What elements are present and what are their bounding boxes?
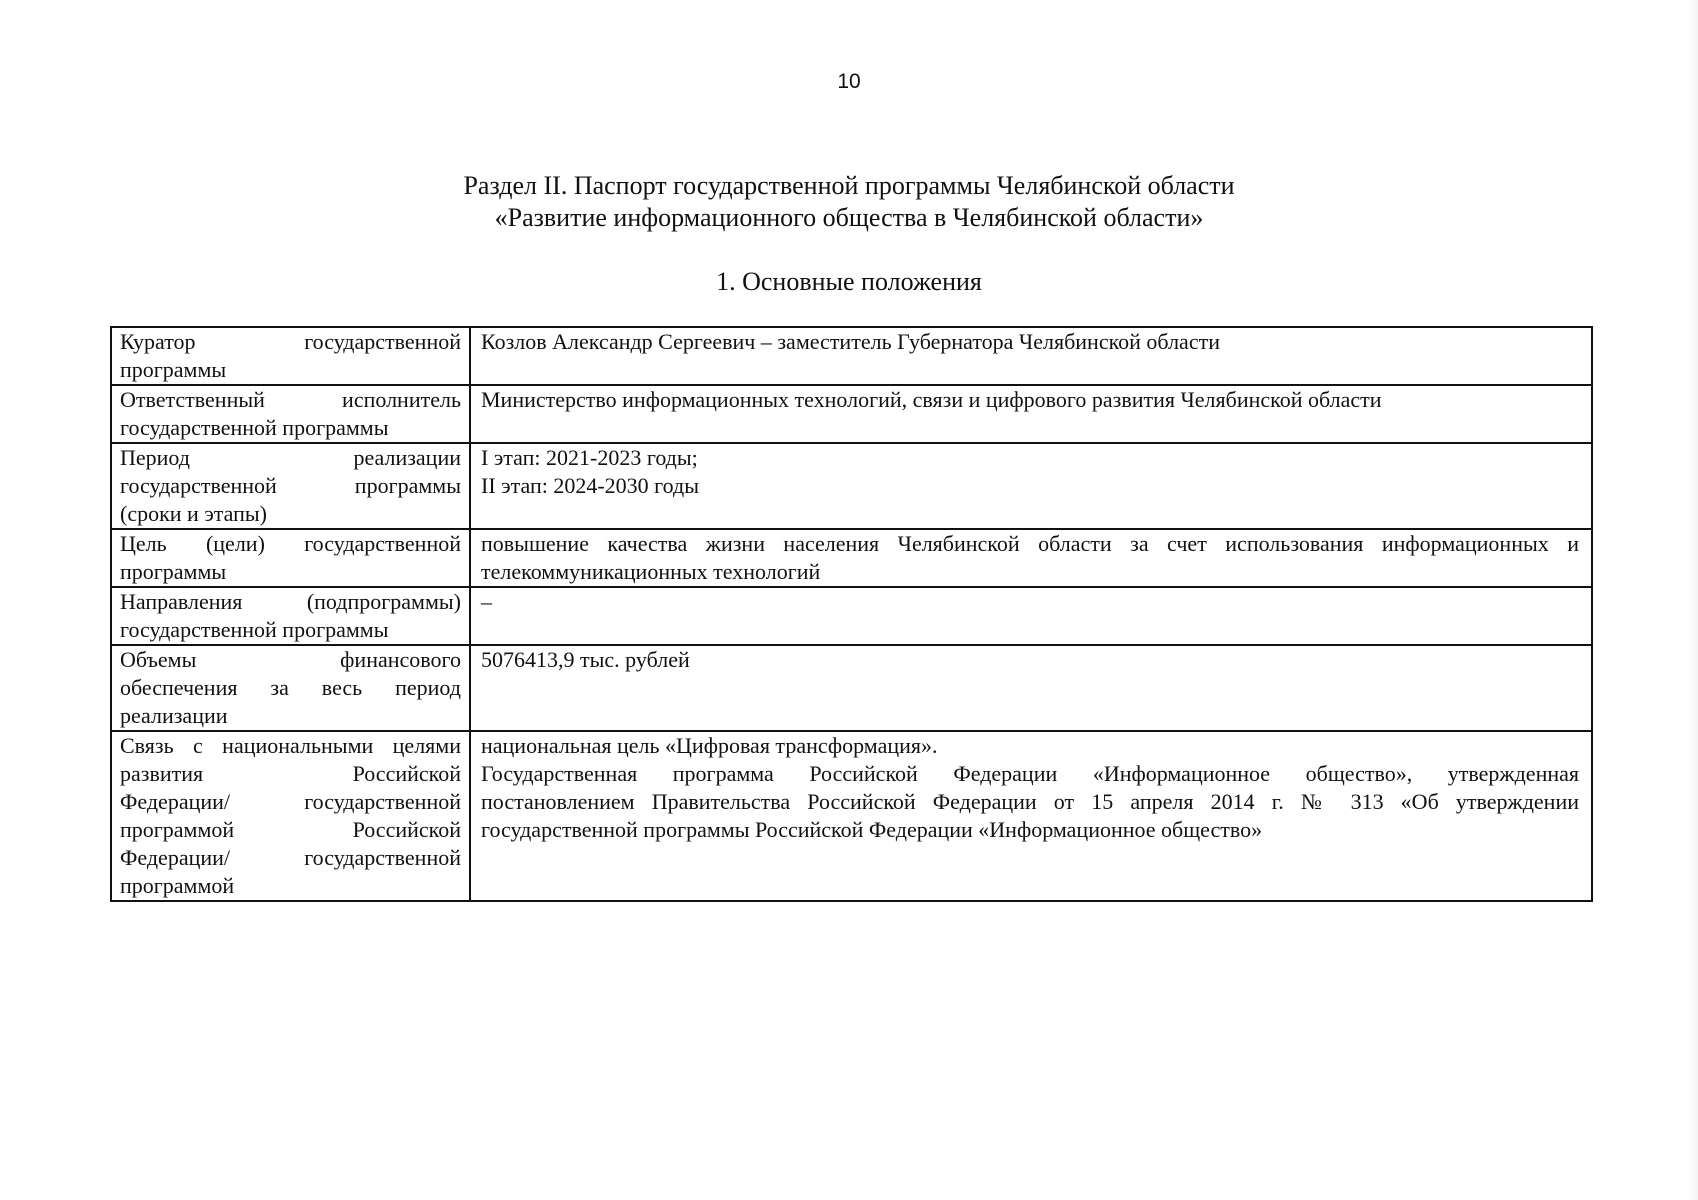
value-line: национальная цель «Цифровая трансформация». [481,733,938,758]
label-line: государственной программы [120,473,461,498]
program-title: «Развитие информационного общества в Челябинской области» [494,203,1204,232]
page-number: 10 [837,70,861,93]
table-row-financing [111,645,1592,731]
row-label [111,645,470,731]
label-line: (сроки и этапы) [120,501,268,526]
section-title: Раздел II. Паспорт государственной программы Челябинской области [463,171,1235,200]
row-label [111,327,470,385]
passport-table [110,326,1593,902]
label-line: государственной программы [120,415,389,440]
row-value [470,645,1592,731]
value-line: государственной программы Российской Федерации «Информационное общество» [481,817,1263,842]
table-row-directions [111,587,1592,645]
label-line: Связь с национальными целями [120,733,461,758]
label-line: Федерации/ государственной [120,789,461,814]
row-label [111,443,470,529]
row-label [111,385,470,443]
row-label [111,529,470,587]
label-line: Период реализации [120,445,461,470]
row-label [111,731,470,901]
row-value [470,443,1592,529]
label-line: государственной программы [120,617,389,642]
table-row-curator [111,327,1592,385]
table-row-period [111,443,1592,529]
row-value [470,385,1592,443]
row-value [470,529,1592,587]
label-line: обеспечения за весь период [120,675,461,700]
label-line: Объемы финансового [120,647,461,672]
row-label [111,587,470,645]
label-line: программы [120,559,227,584]
subsection-title: 1. Основные положения [716,267,982,296]
row-value [470,327,1592,385]
value-line: 5076413,9 тыс. рублей [481,647,690,672]
value-line: телекоммуникационных технологий [481,559,821,584]
label-line: Куратор государственной [120,329,461,354]
value-line: – [481,589,492,614]
label-line: Ответственный исполнитель [120,387,461,412]
value-line: повышение качества жизни населения Челябинской области за счет использования информационных и [481,531,1579,556]
value-line: Козлов Александр Сергеевич – заместитель Губернатора Челябинской области [481,329,1220,354]
label-line: программой Российской [120,817,461,842]
label-line: Федерации/ государственной [120,845,461,870]
label-line: реализации [120,703,228,728]
label-line: Направления (подпрограммы) [120,589,461,614]
value-line: II этап: 2024-2030 годы [481,473,699,498]
label-line: развития Российской [120,761,461,786]
scan-edge [1688,0,1698,1200]
label-line: программы [120,357,227,382]
table-row-goal [111,529,1592,587]
row-value [470,587,1592,645]
table-row-national-goals [111,731,1592,901]
label-line: Цель (цели) государственной [120,531,461,556]
row-value [470,731,1592,901]
value-line: постановлением Правительства Российской Федерации от 15 апреля 2014 г. № 313 «Об утверждении [481,789,1579,814]
value-line: Государственная программа Российской Федерации «Информационное общество», утвержденная [481,761,1579,786]
value-line: Министерство информационных технологий, связи и цифрового развития Челябинской области [481,387,1382,412]
label-line: программой [120,873,235,898]
value-line: I этап: 2021-2023 годы; [481,445,698,470]
table-row-executor [111,385,1592,443]
